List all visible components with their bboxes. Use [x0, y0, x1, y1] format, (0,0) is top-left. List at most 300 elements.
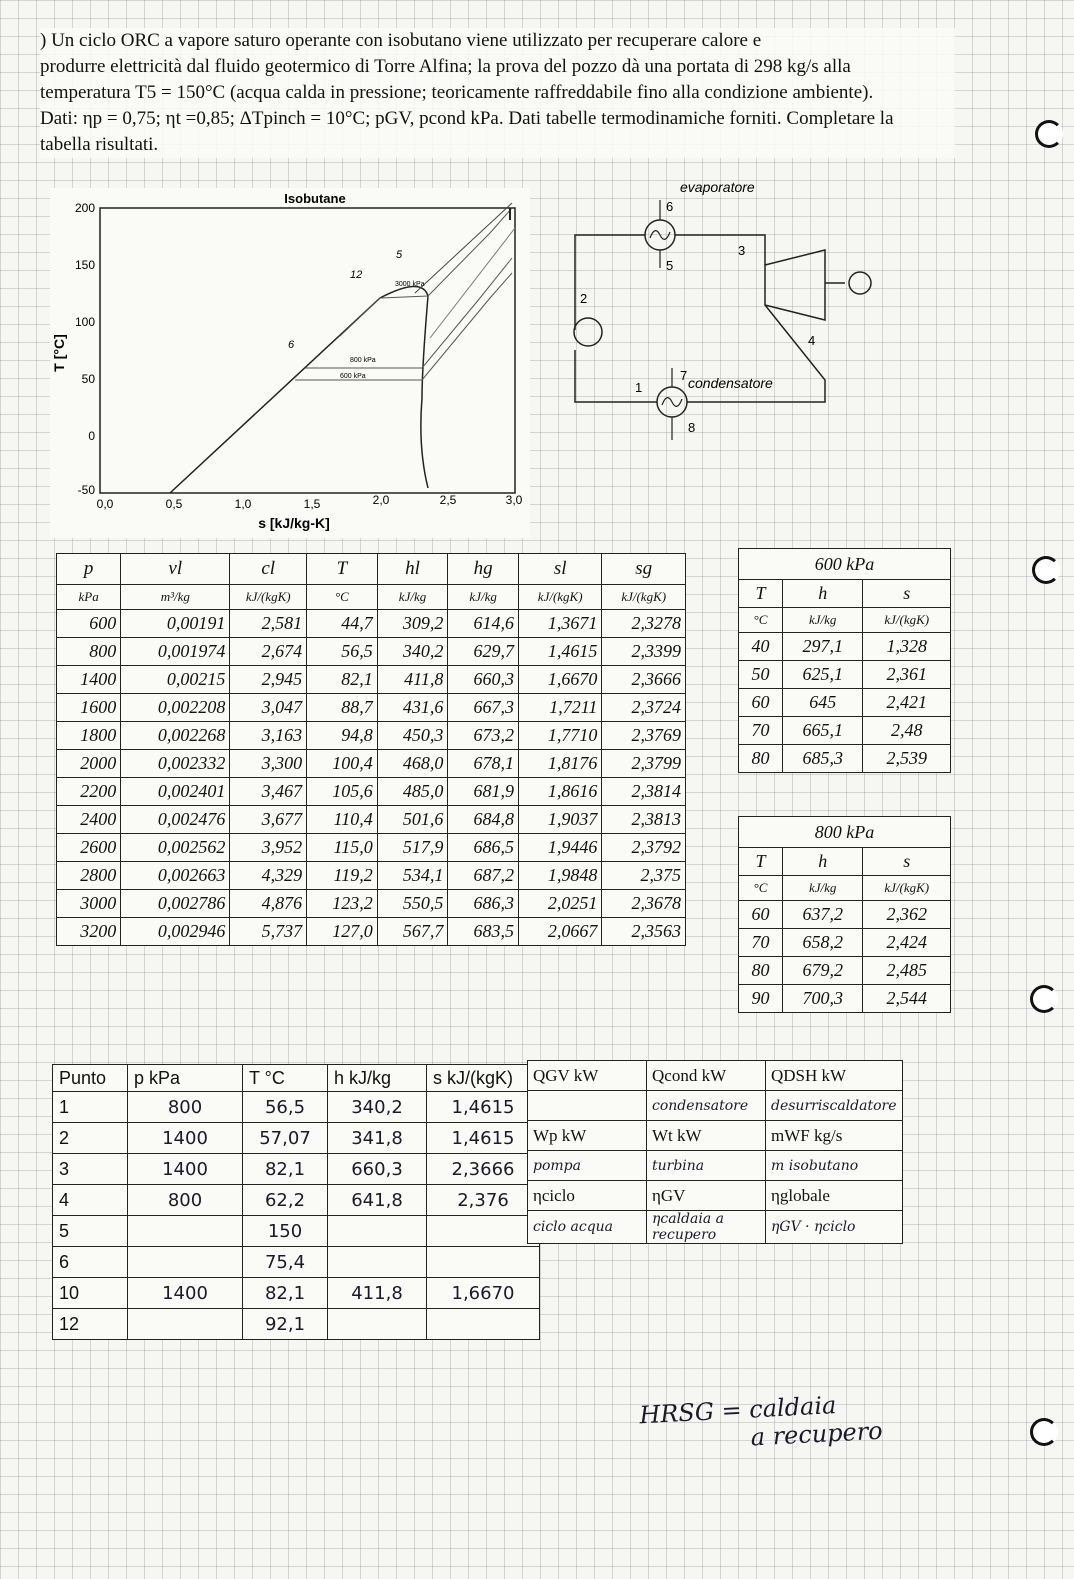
binder-hole: [1030, 1418, 1058, 1446]
table-row: [53, 1247, 540, 1278]
col-header: h: [782, 848, 863, 876]
wp-label: Wp kW: [528, 1121, 647, 1151]
table-cell: 3,467: [230, 778, 307, 806]
node-8: 8: [688, 420, 696, 435]
table-cell: 4,329: [230, 862, 307, 890]
table-row: [53, 1216, 540, 1247]
table-row: [57, 806, 686, 834]
table-cell: 82,1: [243, 1278, 328, 1309]
table-cell: 2,945: [230, 666, 307, 694]
table-cell: 127,0: [307, 918, 378, 946]
table-cell: 2,421: [863, 689, 951, 717]
table-cell: 2,3666: [427, 1154, 540, 1185]
table-cell: 6: [53, 1247, 128, 1278]
table-cell: 0,002476: [121, 806, 230, 834]
unit-cell: kJ/(kgK): [863, 876, 951, 901]
table-cell: 0,002786: [121, 890, 230, 918]
table-cell: 1800: [57, 722, 121, 750]
table-cell: [328, 1247, 427, 1278]
table-cell: 2,674: [230, 638, 307, 666]
table-cell: 1600: [57, 694, 121, 722]
isobar-3000-label: 3000 kPa: [395, 281, 425, 288]
units-row: [57, 585, 686, 610]
table-cell: 309,2: [377, 610, 448, 638]
unit-cell: kJ/kg: [448, 585, 519, 610]
problem-line-2: produrre elettricità dal fluido geotermico di Torre Alfina; la prova del pozzo dà una portata di 298 kg/s alla: [40, 56, 851, 77]
table-cell: 2,3678: [602, 890, 686, 918]
plot-title: Isobutane: [284, 191, 346, 206]
table-cell: 82,1: [243, 1154, 328, 1185]
table-row: [57, 918, 686, 946]
table-cell: 2,362: [863, 901, 951, 929]
table-cell: 1400: [128, 1123, 243, 1154]
col-header: hl: [377, 554, 448, 585]
table-cell: 1400: [57, 666, 121, 694]
x-tick: 0,5: [165, 497, 183, 511]
table-cell: 3,163: [230, 722, 307, 750]
table-cell: 678,1: [448, 750, 519, 778]
table-cell: 75,4: [243, 1247, 328, 1278]
table-cell: 2200: [57, 778, 121, 806]
x-tick: 2,5: [439, 493, 457, 507]
cycle-schematic: [560, 170, 880, 450]
table-row: [57, 638, 686, 666]
table-cell: 641,8: [328, 1185, 427, 1216]
note-line-1: HRSG = caldaia: [638, 1391, 837, 1430]
binder-hole: [1030, 985, 1058, 1013]
table-cell: 450,3: [377, 722, 448, 750]
table-row: [53, 1309, 540, 1340]
x-tick: 3,0: [505, 493, 523, 507]
y-tick: 150: [74, 258, 95, 272]
table-cell: 673,2: [448, 722, 519, 750]
table-row: [57, 666, 686, 694]
node-6: 6: [666, 199, 674, 214]
table-cell: 1,9446: [518, 834, 601, 862]
table-cell: 5: [53, 1216, 128, 1247]
table-row: [739, 957, 951, 985]
table-cell: 1,4615: [427, 1123, 540, 1154]
wt-label: Wt kW: [647, 1121, 766, 1151]
problem-line-5: tabella risultati.: [40, 134, 159, 155]
table-cell: 0,002562: [121, 834, 230, 862]
table-cell: 658,2: [782, 929, 863, 957]
table-cell: 80: [739, 745, 783, 773]
table-cell: 550,5: [377, 890, 448, 918]
unit-cell: °C: [307, 585, 378, 610]
node-5: 5: [666, 258, 674, 273]
mwf-label: mWF kg/s: [766, 1121, 903, 1151]
table-cell: 2,3814: [602, 778, 686, 806]
col-header: cl: [230, 554, 307, 585]
col-header: s: [863, 848, 951, 876]
table-cell: 2: [53, 1123, 128, 1154]
col-header: p kPa: [128, 1065, 243, 1092]
col-header: T: [307, 554, 378, 585]
table-cell: 2,3769: [602, 722, 686, 750]
table-cell: 2,485: [863, 957, 951, 985]
table-cell: 600: [57, 610, 121, 638]
table-cell: 411,8: [377, 666, 448, 694]
table-row: [739, 745, 951, 773]
table-row: [57, 694, 686, 722]
table-cell: 0,002663: [121, 862, 230, 890]
table-cell: 1,6670: [427, 1278, 540, 1309]
table-row: [53, 1092, 540, 1123]
node-7: 7: [680, 368, 688, 383]
col-header: Punto: [53, 1065, 128, 1092]
table-cell: 88,7: [307, 694, 378, 722]
table-cell: 667,3: [448, 694, 519, 722]
table-row: [57, 722, 686, 750]
table-title: 800 kPa: [739, 817, 951, 848]
table-row: [57, 778, 686, 806]
table-cell: 2,3666: [602, 666, 686, 694]
eta-ciclo-note: ciclo acqua: [528, 1211, 647, 1244]
table-cell: 800: [128, 1092, 243, 1123]
saturation-dome: [170, 286, 428, 493]
table-cell: 685,3: [782, 745, 863, 773]
table-cell: 501,6: [377, 806, 448, 834]
table-cell: 297,1: [782, 633, 863, 661]
table-cell: 57,07: [243, 1123, 328, 1154]
table-cell: 485,0: [377, 778, 448, 806]
point-5-label: 5: [396, 249, 403, 261]
table-cell: 3,677: [230, 806, 307, 834]
table-row: [739, 901, 951, 929]
results-table: [52, 1064, 540, 1340]
table-cell: 1400: [128, 1278, 243, 1309]
table-cell: 1400: [128, 1154, 243, 1185]
table-cell: 70: [739, 717, 783, 745]
table-cell: 1: [53, 1092, 128, 1123]
note-line-2: a recupero: [750, 1416, 884, 1452]
col-header: s: [863, 580, 951, 608]
table-cell: 800: [57, 638, 121, 666]
col-header: T: [739, 848, 783, 876]
y-tick: -50: [77, 483, 95, 497]
q-dsh-note: desurriscaldatore: [766, 1091, 903, 1121]
table-cell: 1,7710: [518, 722, 601, 750]
table-cell: 62,2: [243, 1185, 328, 1216]
table-row: [57, 862, 686, 890]
isobar-800: [305, 258, 512, 368]
unit-cell: °C: [739, 876, 783, 901]
q-cond-note: condensatore: [647, 1091, 766, 1121]
table-row: [739, 985, 951, 1013]
table-cell: 0,002332: [121, 750, 230, 778]
ts-diagram: [50, 188, 530, 538]
table-cell: 70: [739, 929, 783, 957]
table-cell: 60: [739, 689, 783, 717]
superheated-600-table: [738, 548, 951, 773]
table-cell: 110,4: [307, 806, 378, 834]
q-cond-label: Qcond kW: [647, 1061, 766, 1091]
evaporator-label: evaporatore: [680, 179, 755, 195]
table-cell: [128, 1216, 243, 1247]
table-cell: 3200: [57, 918, 121, 946]
table-cell: 5,737: [230, 918, 307, 946]
table-cell: 660,3: [328, 1154, 427, 1185]
table-row: [53, 1185, 540, 1216]
table-cell: [328, 1216, 427, 1247]
unit-cell: kJ/kg: [782, 608, 863, 633]
table-cell: 3: [53, 1154, 128, 1185]
table-cell: 56,5: [243, 1092, 328, 1123]
table-cell: 3000: [57, 890, 121, 918]
table-cell: [128, 1247, 243, 1278]
y-axis-label: T [°C]: [51, 334, 67, 372]
table-cell: 40: [739, 633, 783, 661]
table-cell: 625,1: [782, 661, 863, 689]
table-cell: 44,7: [307, 610, 378, 638]
table-cell: 431,6: [377, 694, 448, 722]
table-row: [57, 890, 686, 918]
table-cell: 2400: [57, 806, 121, 834]
table-cell: 100,4: [307, 750, 378, 778]
table-cell: 0,002268: [121, 722, 230, 750]
col-header: h: [782, 580, 863, 608]
wt-note: turbina: [647, 1151, 766, 1181]
table-cell: 119,2: [307, 862, 378, 890]
table-cell: 2,581: [230, 610, 307, 638]
table-cell: 340,2: [328, 1092, 427, 1123]
table-cell: 645: [782, 689, 863, 717]
col-header: sl: [518, 554, 601, 585]
point-12-label: 12: [350, 269, 363, 281]
unit-cell: kJ/kg: [782, 876, 863, 901]
eta-gv-label: ηGV: [647, 1181, 766, 1211]
table-cell: 567,7: [377, 918, 448, 946]
table-cell: 517,9: [377, 834, 448, 862]
generator-symbol: [849, 272, 871, 294]
table-cell: 681,9: [448, 778, 519, 806]
table-cell: 0,00191: [121, 610, 230, 638]
energy-results-table: [527, 1060, 903, 1244]
col-header: h kJ/kg: [328, 1065, 427, 1092]
table-cell: 686,3: [448, 890, 519, 918]
unit-cell: kJ/(kgK): [602, 585, 686, 610]
table-cell: 92,1: [243, 1309, 328, 1340]
table-cell: 2,3799: [602, 750, 686, 778]
table-row: [57, 750, 686, 778]
table-title: 600 kPa: [739, 549, 951, 580]
table-cell: 2,376: [427, 1185, 540, 1216]
table-cell: 80: [739, 957, 783, 985]
table-cell: 2,3724: [602, 694, 686, 722]
table-cell: 534,1: [377, 862, 448, 890]
table-cell: 700,3: [782, 985, 863, 1013]
table-cell: 637,2: [782, 901, 863, 929]
table-cell: 2,3399: [602, 638, 686, 666]
y-tick: 0: [88, 429, 95, 443]
table-cell: 60: [739, 901, 783, 929]
isobar-600-label: 600 kPa: [340, 373, 366, 380]
wp-note: pompa: [528, 1151, 647, 1181]
table-cell: 629,7: [448, 638, 519, 666]
table-cell: 614,6: [448, 610, 519, 638]
table-cell: 4,876: [230, 890, 307, 918]
table-row: [53, 1278, 540, 1309]
col-header: vl: [121, 554, 230, 585]
table-cell: 686,5: [448, 834, 519, 862]
table-cell: [427, 1216, 540, 1247]
table-row: [739, 929, 951, 957]
unit-cell: °C: [739, 608, 783, 633]
table-cell: 1,9037: [518, 806, 601, 834]
q-gv-note: [528, 1091, 647, 1121]
table-cell: 2,424: [863, 929, 951, 957]
problem-line-1: ) Un ciclo ORC a vapore saturo operante con isobutano viene utilizzato per recuperare calore e: [40, 30, 762, 51]
table-cell: 2800: [57, 862, 121, 890]
turbine-symbol: [765, 250, 825, 320]
table-row: [739, 633, 951, 661]
table-cell: 150: [243, 1216, 328, 1247]
unit-cell: kJ/(kgK): [230, 585, 307, 610]
q-dsh-label: QDSH kW: [766, 1061, 903, 1091]
table-cell: 2,3278: [602, 610, 686, 638]
x-axis-label: s [kJ/kg-K]: [258, 515, 330, 531]
table-cell: 115,0: [307, 834, 378, 862]
eta-gv-note: ηcaldaia a recupero: [647, 1211, 766, 1244]
binder-hole: [1032, 556, 1060, 584]
saturation-table: [56, 553, 686, 946]
superheated-800-table: [738, 816, 951, 1013]
eta-globale-label: ηglobale: [766, 1181, 903, 1211]
col-header: T: [739, 580, 783, 608]
table-cell: 2,375: [602, 862, 686, 890]
x-tick: 2,0: [372, 493, 390, 507]
col-header: T °C: [243, 1065, 328, 1092]
table-cell: 665,1: [782, 717, 863, 745]
table-cell: 0,002946: [121, 918, 230, 946]
eta-ciclo-label: ηciclo: [528, 1181, 647, 1211]
table-cell: 2,544: [863, 985, 951, 1013]
binder-hole: [1035, 120, 1063, 148]
table-row: [57, 610, 686, 638]
table-cell: 1,7211: [518, 694, 601, 722]
table-cell: 679,2: [782, 957, 863, 985]
table-row: [53, 1123, 540, 1154]
unit-cell: kJ/(kgK): [863, 608, 951, 633]
y-tick: 50: [81, 372, 95, 386]
condenser-label: condensatore: [688, 375, 773, 391]
table-cell: 1,4615: [518, 638, 601, 666]
table-row: [57, 834, 686, 862]
table-cell: 660,3: [448, 666, 519, 694]
table-cell: 105,6: [307, 778, 378, 806]
node-1: 1: [635, 380, 643, 395]
table-cell: 50: [739, 661, 783, 689]
eta-globale-note: ηGV · ηciclo: [766, 1211, 903, 1244]
table-cell: 1,328: [863, 633, 951, 661]
problem-line-3: temperatura T5 = 150°C (acqua calda in pressione; teoricamente raffreddabile fino alla condizione ambiente).: [40, 82, 874, 103]
table-cell: 1,4615: [427, 1092, 540, 1123]
isobar-600: [295, 273, 512, 380]
table-cell: 2000: [57, 750, 121, 778]
table-cell: [328, 1309, 427, 1340]
table-cell: 800: [128, 1185, 243, 1216]
x-tick: 1,5: [303, 497, 321, 511]
table-cell: 82,1: [307, 666, 378, 694]
table-cell: 1,8616: [518, 778, 601, 806]
table-cell: 3,952: [230, 834, 307, 862]
x-tick: 1,0: [234, 497, 252, 511]
table-cell: 90: [739, 985, 783, 1013]
point-6-label: 6: [288, 339, 295, 351]
table-cell: 683,5: [448, 918, 519, 946]
table-cell: 1,6670: [518, 666, 601, 694]
table-cell: 12: [53, 1309, 128, 1340]
table-cell: 2,48: [863, 717, 951, 745]
isobar-800-label: 800 kPa: [350, 357, 376, 364]
q-gv-label: QGV kW: [528, 1061, 647, 1091]
unit-cell: kJ/(kgK): [518, 585, 601, 610]
x-tick: 0,0: [96, 497, 114, 511]
mwf-note: m isobutano: [766, 1151, 903, 1181]
table-cell: 341,8: [328, 1123, 427, 1154]
table-cell: 0,001974: [121, 638, 230, 666]
table-cell: 2,3792: [602, 834, 686, 862]
col-header: s kJ/(kgK): [427, 1065, 540, 1092]
table-cell: 1,3671: [518, 610, 601, 638]
problem-statement: [40, 28, 955, 158]
table-cell: 94,8: [307, 722, 378, 750]
table-cell: [427, 1309, 540, 1340]
table-cell: 687,2: [448, 862, 519, 890]
table-row: [739, 717, 951, 745]
table-cell: 411,8: [328, 1278, 427, 1309]
col-header: hg: [448, 554, 519, 585]
table-cell: 56,5: [307, 638, 378, 666]
table-cell: 2600: [57, 834, 121, 862]
table-cell: 4: [53, 1185, 128, 1216]
table-cell: 1,8176: [518, 750, 601, 778]
table-cell: 340,2: [377, 638, 448, 666]
col-header: p: [57, 554, 121, 585]
pump-symbol: [574, 318, 602, 346]
y-tick: 200: [74, 201, 95, 215]
table-cell: 2,0667: [518, 918, 601, 946]
table-cell: 468,0: [377, 750, 448, 778]
table-cell: 10: [53, 1278, 128, 1309]
table-cell: 3,047: [230, 694, 307, 722]
table-cell: 0,002208: [121, 694, 230, 722]
unit-cell: kJ/kg: [377, 585, 448, 610]
table-cell: 2,0251: [518, 890, 601, 918]
col-header: sg: [602, 554, 686, 585]
table-cell: 2,539: [863, 745, 951, 773]
table-cell: 0,00215: [121, 666, 230, 694]
y-tick: 100: [74, 315, 95, 329]
table-cell: 1,9848: [518, 862, 601, 890]
problem-line-4: Dati: ηp = 0,75; ηt =0,85; ΔTpinch = 10°C; pGV, pcond kPa. Dati tabelle termodinamiche forniti. Completare la: [40, 108, 894, 129]
table-cell: 2,3563: [602, 918, 686, 946]
table-cell: 684,8: [448, 806, 519, 834]
table-cell: 3,300: [230, 750, 307, 778]
unit-cell: m³/kg: [121, 585, 230, 610]
table-cell: [427, 1247, 540, 1278]
table-cell: 0,002401: [121, 778, 230, 806]
table-row: [739, 661, 951, 689]
node-4: 4: [808, 333, 816, 348]
table-cell: [128, 1309, 243, 1340]
table-row: [53, 1154, 540, 1185]
table-cell: 123,2: [307, 890, 378, 918]
handwritten-note: [639, 1389, 884, 1458]
table-cell: 2,361: [863, 661, 951, 689]
table-header-row: [57, 554, 686, 585]
